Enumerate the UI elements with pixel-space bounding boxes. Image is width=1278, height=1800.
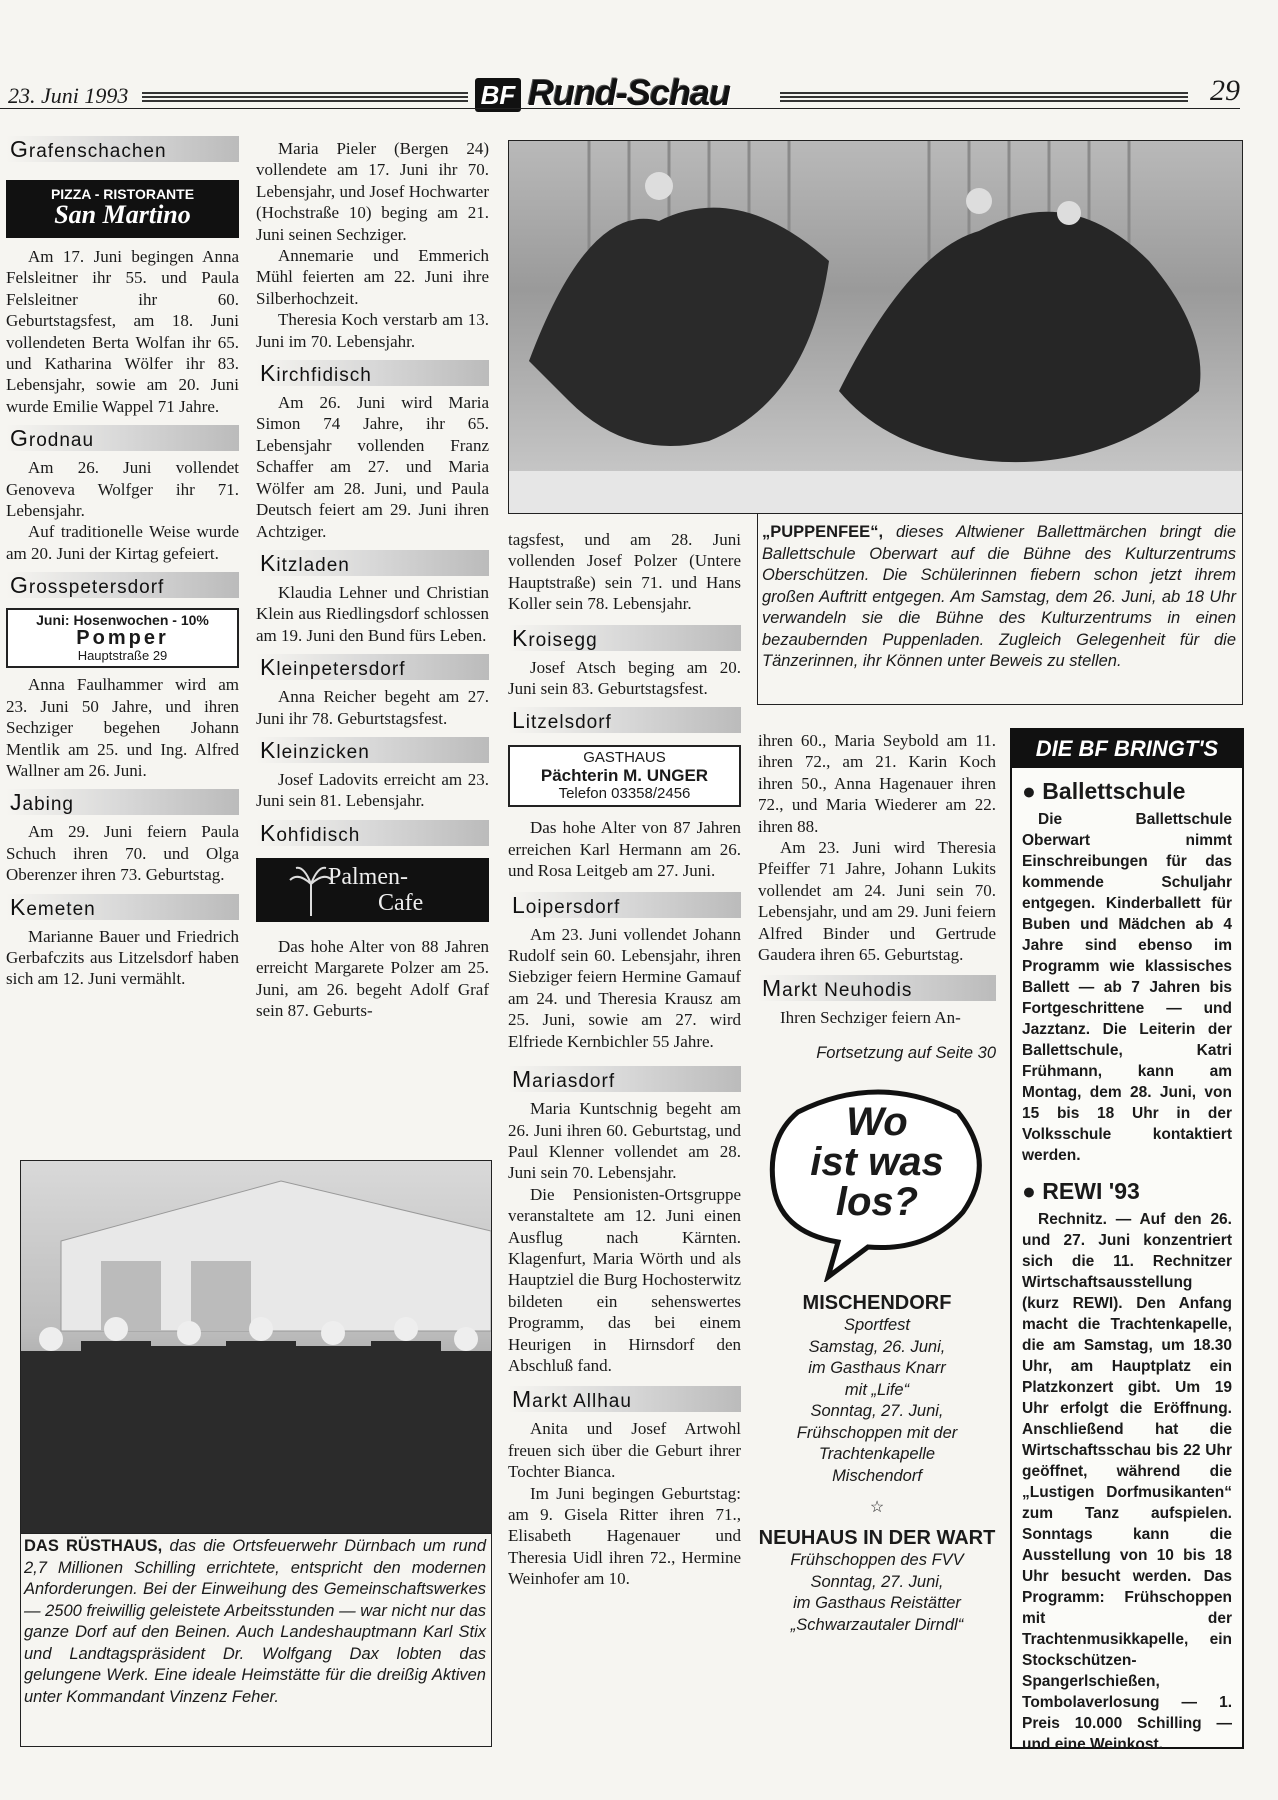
section-heading: Kirchfidisch (256, 360, 489, 386)
event-line: Sportfest (843, 1316, 911, 1335)
bubble-text: Wo (846, 1100, 908, 1145)
event-title: NEUHAUS IN DER WART (758, 1527, 996, 1550)
event-line: Sonntag, 27. Juni, (810, 1402, 944, 1421)
event-line: mit „Life“ (844, 1380, 910, 1399)
article-text (508, 1418, 741, 1589)
paragraph: Am 26. Juni vollendet Genoveva Wolfger ihr 71. Lebensjahr. (6, 458, 239, 521)
ad-brand: Pächterin M. UNGER (540, 766, 709, 786)
ad-brand: Pomper (76, 627, 169, 650)
article-text (508, 657, 741, 700)
caption-text: das die Ortsfeuerwehr Dürnbach um rund 2,7 Millionen Schilling errichtete, entspricht den modernen Anforderungen. Bei der Einweihung des Gemeinschaftswerkes — 2500 freiwillig geleistete Arbeitsstunden — war nicht nur das ganze Dorf auf den Beinen. Auch Landeshauptmann Karl Stix und Landtagspräsident Dr. Wolfgang Dax lobten das gelungene Werk. Eine ideale Heimstätte für die dreißig Aktiven unter Kommandant Vinzenz Feher. (24, 1537, 486, 1706)
item-title: Ballettschule (1042, 778, 1186, 804)
paragraph: Am 26. Juni wird Maria Simon 74 Jahre, ihr 65. Lebensjahr vollenden Franz Schaffer am 27. und Maria Wölfer am 28. Juni, und Paula Deutsch feiert am 29. Juni ihren Achtziger. (256, 393, 489, 541)
article-text (6, 926, 239, 990)
event-line: Mischendorf (832, 1466, 922, 1485)
ad-line: GASTHAUS (583, 749, 666, 767)
article-text (6, 674, 239, 781)
event-line: Frühschoppen des FVV (790, 1551, 964, 1570)
paragraph: Klaudia Lehner und Christian Klein aus Riedlingsdorf schlossen am 19. Juni den Bund fürs Leben. (256, 582, 489, 645)
event-line: Sonntag, 27. Juni, (810, 1572, 944, 1591)
event-line: Samstag, 26. Juni, (808, 1337, 946, 1356)
section-heading: Kleinzicken (256, 737, 489, 763)
article-text (256, 686, 489, 729)
ad-line: PIZZA - RISTORANTE (50, 186, 195, 202)
bubble-text: los? (835, 1180, 919, 1225)
issue-date: 23. Juni 1993 (8, 83, 129, 108)
paragraph: Das hohe Alter von 88 Jahren erreicht Margarete Polzer am 25. Juni, am 26. begeht Adolf Graf sein 87. Geburts- (256, 936, 489, 1020)
paragraph: Marianne Bauer und Friedrich Gerbafczits aus Litzelsdorf haben sich am 12. Juni vermählt. (6, 926, 239, 989)
firefighters-illustration (21, 1161, 491, 1533)
article-text (6, 821, 239, 885)
column-2 (256, 138, 489, 1021)
bubble-text: ist was (810, 1140, 944, 1185)
ad-line: Juni: Hosenwochen - 10% (36, 612, 209, 629)
section-heading: Litzelsdorf (508, 707, 741, 733)
ad-line: Telefon 03358/2456 (558, 785, 691, 803)
article-text (508, 817, 741, 881)
column-4 (758, 730, 996, 1636)
paragraph: Am 17. Juni begingen Anna Felsleitner ihr 55. und Paula Felsleitner ihr 60. Geburtstagsfest, am 18. Juni vollendeten Berta Wolfan ihr 65. und Katharina Wölfer ihr 83. Lebensjahr, sowie am 20. Juni wurde Emilie Wappel 71 Jahre. (6, 247, 239, 416)
paragraph: Die Pensionisten-Ortsgruppe veranstaltete am 12. Juni einen Ausflug nach Kärnten. Klagenfurt, Maria Wörth und als Hauptziel die Burg Hochosterwitz bildeten ein sehenswertes Programm, das bei einem Heurigen in Hirnsdorf den Abschluß fand. (508, 1184, 741, 1375)
paragraph: Anita und Josef Artwohl freuen sich über die Geburt ihrer Tochter Bianca. (508, 1419, 741, 1482)
paragraph: Im Juni begingen Geburtstag: am 9. Gisela Ritter ihren 71., Elisabeth Hagenauer und Theresia Uidl ihren 72., Hermine Weinhofer am 10. (508, 1483, 741, 1589)
section-heading: Kemeten (6, 894, 239, 920)
publication-title: Rund-Schau (528, 72, 730, 113)
item-title: REWI '93 (1042, 1178, 1140, 1204)
article-text (6, 246, 239, 417)
sidebar-box (1010, 728, 1244, 1753)
event-title: MISCHENDORF (802, 1292, 952, 1315)
ad-brand: Palmen- (328, 863, 408, 890)
event-line: Frühschoppen mit der (796, 1423, 958, 1442)
event-line: im Gasthaus Reistätter (793, 1594, 961, 1613)
section-heading: Kroisegg (508, 625, 741, 651)
column-1 (6, 136, 239, 990)
caption-frame (757, 514, 1243, 705)
article-text (256, 582, 489, 646)
paragraph: Josef Atsch beging am 20. Juni sein 83. Geburtstagsfest. (508, 657, 741, 699)
section-heading: Kohfidisch (256, 820, 489, 846)
masthead-rule-left (142, 91, 468, 102)
paragraph: Am 23. Juni vollendet Johann Rudolf sein 60. Lebensjahr, ihren Siebziger feiern Hermine Gamauf am 24. und Theresia Krausz am 25. Juni, sowie am 27. wird Elfriede Kernbichler 55 Jahre. (508, 924, 741, 1051)
paragraph: Theresia Koch verstarb am 13. Juni im 70. Lebensjahr. (256, 310, 489, 351)
masthead-rule-right (780, 91, 1188, 102)
paragraph: Josef Ladovits erreicht am 23. Juni sein 81. Lebensjahr. (256, 769, 489, 811)
item-text: Rechnitz. — Auf den 26. und 27. Juni konzentriert sich die 11. Rechnitzer Wirtschaftsausstellung (kurz REWI). Den Anfang macht die Trachtenkapelle, die am Samstag, um 18.30 Uhr, am Hauptplatz ein Platzkonzert gibt. Um 19 Uhr erfolgt die Eröffnung. Anschließend hat die Wirtschaftsschau bis 22 Uhr geöffnet, während die „Lustigen Dorfmusikanten“ zum Tanz aufspielen. Sonntags kann die Ausstellung von 10 bis 18 Uhr besucht werden. Das Programm: Frühschoppen mit der Trachtenmusikkapelle, ein Stockschützen-Spangerlschießen, Tombolaverlosung — 1. Preis 10.000 Schilling — und eine Weinkost. (1022, 1211, 1232, 1753)
paragraph: Auf traditionelle Weise wurde am 20. Juni der Kirtag gefeiert. (6, 522, 239, 563)
page-number: 29 (1210, 74, 1240, 107)
paragraph: Das hohe Alter von 87 Jahren erreichen Karl Hermann am 26. und Rosa Leitgeb am 27. Juni. (508, 818, 741, 881)
article-text (256, 392, 489, 542)
section-heading: Grodnau (6, 425, 239, 451)
caption-lead: DAS RÜSTHAUS, (24, 1537, 163, 1555)
paragraph: ihren 60., Maria Seybold am 11. ihren 72., am 21. Karin Koch ihren 50., Anna Hagenauer ihren 72., und Maria Wiederer am 22. ihren 88. (758, 731, 996, 836)
article-text (508, 924, 741, 1052)
bf-logo: BF (475, 78, 521, 112)
paragraph: Maria Pieler (Bergen 24) vollendete am 17. Juni ihr 70. Lebensjahr, und Josef Hochwarter (Hochstraße 10) beging am 21. Juni seinen Sechziger. (256, 139, 489, 244)
event-line: „Schwarzautaler Dirndl“ (790, 1615, 964, 1634)
event-line: im Gasthaus Knarr (808, 1359, 946, 1378)
section-heading: Kitzladen (256, 550, 489, 576)
dancers-illustration (509, 141, 1242, 513)
palmen-cafe-ad (256, 858, 489, 922)
wo-ist-was-los-bubble (758, 1082, 996, 1282)
masthead-divider (0, 108, 1240, 109)
column-3 (508, 529, 741, 1590)
continued-note: Fortsetzung auf Seite 30 (816, 1043, 996, 1062)
section-heading: Markt Allhau (508, 1386, 741, 1412)
paragraph: Anna Reicher begeht am 27. Juni ihr 78. Geburtstagsfest. (256, 687, 489, 728)
article-text (256, 138, 489, 352)
article-text (508, 529, 741, 615)
article-text (6, 457, 239, 564)
item-text: Die Ballettschule Oberwart nimmt Einschreibungen für das kommende Schuljahr entgegen. Kinderballett für Buben und Mädchen ab 4 Jahre sind ebenso im Programm wie klassisches Ballett — ab 7 Jahren bis Fortgeschrittene — und Jazztanz. Die Leiterin der Ballettschule, Katri Frühmann, kann am Montag, dem 28. Juni, von 15 bis 18 Uhr in der Volksschule kontaktiert werden. (1022, 811, 1232, 1164)
palm-icon (286, 862, 336, 918)
gasthaus-unger-ad (508, 745, 741, 807)
paragraph: Ihren Sechziger feiern An- (780, 1008, 961, 1028)
paragraph: Am 29. Juni feiern Paula Schuch ihren 70. und Olga Oberenzer ihren 73. Geburtstag. (6, 822, 239, 885)
star-icon: ☆ (869, 1499, 885, 1517)
section-heading: Mariasdorf (508, 1066, 741, 1092)
paragraph: tagsfest, und am 28. Juni vollenden Josef Polzer (Untere Hauptstraße) sein 71. und Hans Koller sein 78. Lebensjahr. (508, 530, 741, 614)
article-text (256, 769, 489, 812)
article-text (758, 730, 996, 965)
article-text (508, 1098, 741, 1376)
caption-text: dieses Altwiener Ballettmärchen bringt die Ballettschule Oberwart auf die Bühne des Kulturzentrums Oberschützen. Die Schülerinnen fiebern schon jetzt ihrem großen Auftritt entgegen. Am Samstag, dem 26. Juni, ab 18 Uhr verwandeln sie die Bühne des Kulturzentrums in einen bezaubernden Puppenladen. Zugleich Gelegenheit für die Tänzerinnen, ihr Können unter Beweis zu stellen. (762, 523, 1236, 670)
paragraph: Anna Faulhammer wird am 23. Juni 50 Jahre, und ihren Sechziger begehen Johann Mentlik am 25. und Ing. Alfred Wallner am 26. Juni. (6, 675, 239, 780)
paragraph: Annemarie und Emmerich Mühl feierten am 22. Juni ihre Silberhochzeit. (256, 246, 489, 308)
event-mischendorf (758, 1292, 996, 1636)
section-heading: Grafenschachen (6, 136, 239, 162)
ad-line: Hauptstraße 29 (77, 648, 168, 664)
section-heading: Grosspetersdorf (6, 572, 239, 598)
paragraph: Am 23. Juni wird Theresia Pfeiffer 71 Jahre, Johann Lukits vollendet am 24. Juni sein 70. Lebensjahr, und am 29. Juni feiern Alfred Binder und Gertrude Gaudera ihren 65. Geburtstag. (758, 838, 996, 965)
section-heading: Markt Neuhodis (758, 975, 996, 1001)
ad-brand: Cafe (378, 889, 424, 916)
ad-brand: San Martino (54, 200, 191, 229)
event-line: Trachtenkapelle (818, 1445, 936, 1464)
caption-frame (20, 1532, 492, 1747)
article-text (256, 936, 489, 1022)
san-martino-ad (6, 180, 239, 238)
article-text (758, 1007, 996, 1028)
section-heading: Loipersdorf (508, 892, 741, 918)
paragraph: Maria Kuntschnig begeht am 26. Juni ihren 60. Geburtstag, und Paul Klenner vollendet am 28. Juni sein 70. Lebensjahr. (508, 1099, 741, 1183)
firehouse-photo (20, 1160, 492, 1534)
section-heading: Kleinpetersdorf (256, 654, 489, 680)
pomper-ad (6, 608, 239, 668)
sidebar-item-ballett: ● Ballettschule (1022, 778, 1186, 804)
caption-lead: „PUPPENFEE“, (762, 523, 884, 541)
ballet-photo (508, 140, 1243, 514)
section-heading: Jabing (6, 789, 239, 815)
sidebar-title: DIE BF BRINGT'S (1012, 730, 1242, 768)
sidebar-item-rewi: ● REWI '93 (1022, 1178, 1140, 1204)
